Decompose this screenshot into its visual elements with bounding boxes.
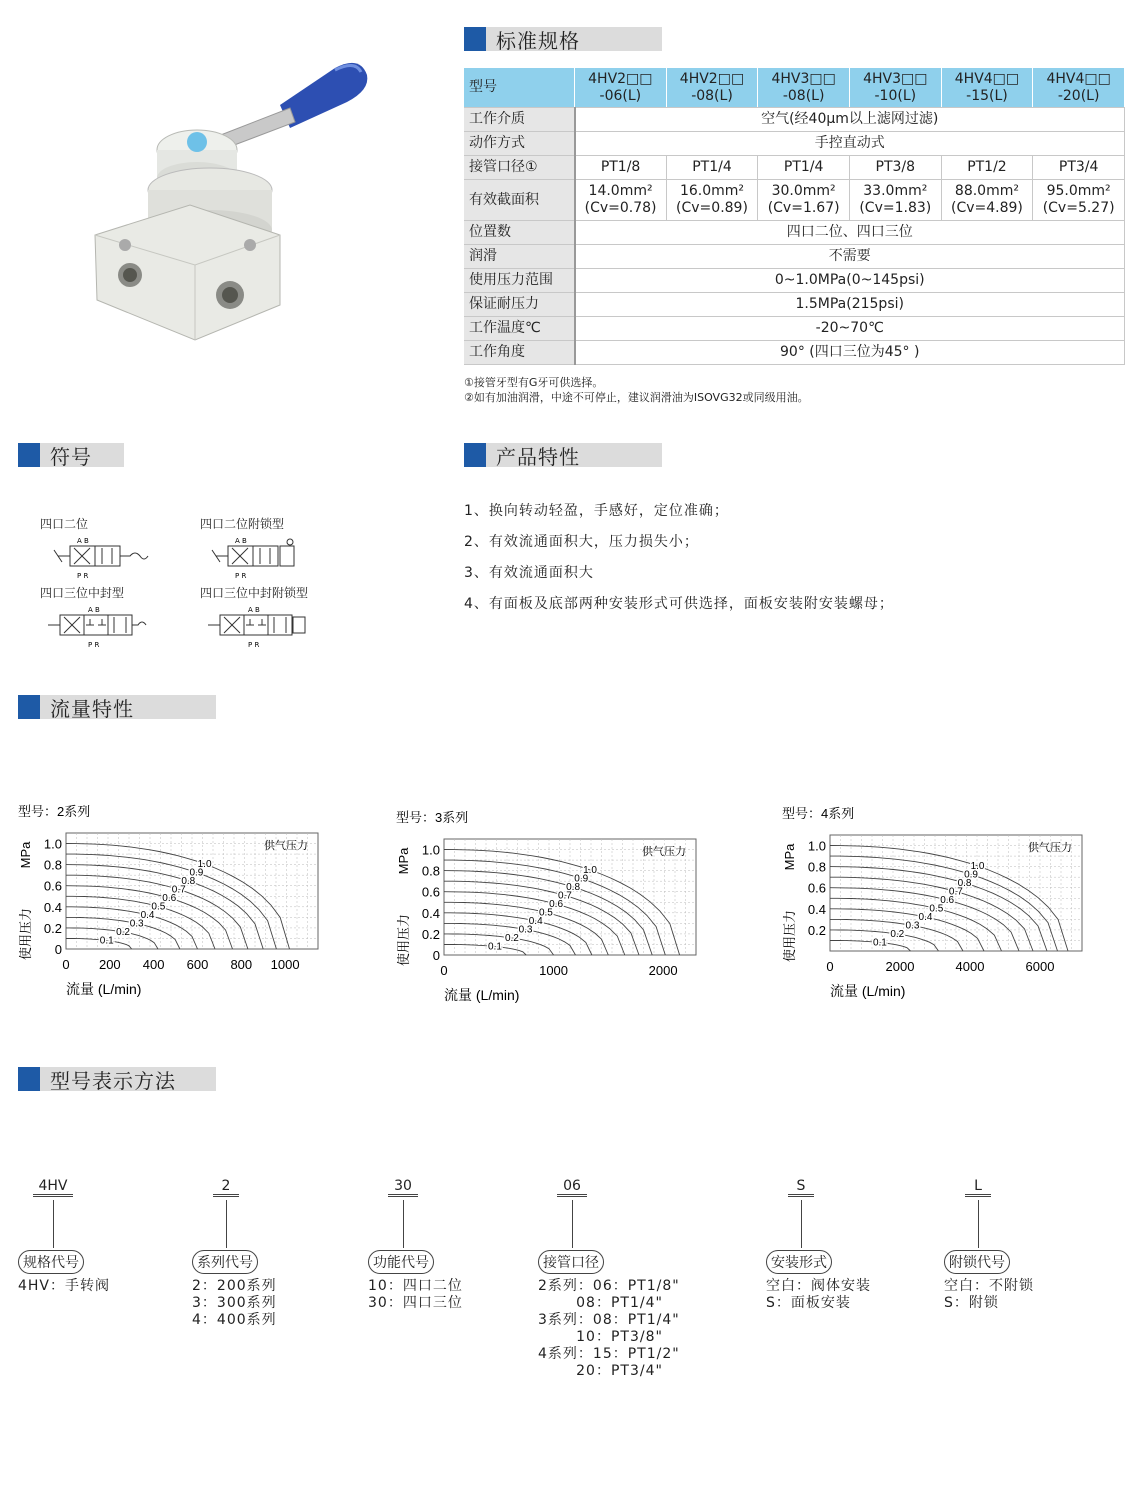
row-label: 有效截面积 <box>464 180 575 221</box>
symbol-4port-3pos <box>40 584 150 654</box>
code-value: 4HV <box>33 1178 73 1197</box>
row-label: 保证耐压力 <box>464 293 575 317</box>
y-tick-label: 0.8 <box>421 863 440 879</box>
code-value: 30 <box>388 1178 418 1197</box>
x-tick-label: 2000 <box>885 959 915 974</box>
section-header-flow <box>18 694 216 720</box>
list-item: 4、有面板及底部两种安装形式可供选择，面板安装附安装螺母； <box>464 596 894 612</box>
y-tick-label: 0.2 <box>807 922 826 938</box>
series-label: 0.6 <box>549 898 564 910</box>
row-value: 空气(经40μm以上滤网过滤) <box>575 108 1125 132</box>
chart-title: 型号：4系列 <box>782 806 855 821</box>
svg-text:A B: A B <box>77 537 89 545</box>
y-tick-label: 0.4 <box>43 899 62 915</box>
chart-title: 型号：3系列 <box>396 810 469 825</box>
symbol-4port-2pos <box>40 515 150 585</box>
valve-symbol-icon <box>200 534 310 582</box>
y-tick-label: 0.2 <box>421 926 440 942</box>
flow-chart-3-series <box>392 806 722 1011</box>
row-value: 95.0mm² (Cv=5.27) <box>1033 180 1125 221</box>
list-item: 3、有效流通面积大 <box>464 565 594 581</box>
chart-title: 型号：2系列 <box>18 804 91 819</box>
row-value: -20~70℃ <box>575 317 1125 341</box>
table-row <box>464 221 1125 245</box>
note: ①接管牙型有G牙可供选择。 <box>464 376 604 389</box>
row-value: 14.0mm² (Cv=0.78) <box>575 180 667 221</box>
list-item: 2、有效流通面积大，压力损失小； <box>464 534 699 550</box>
series-label: 0.2 <box>890 928 905 940</box>
series-label: 0.5 <box>929 903 944 915</box>
y-tick-label: 0.8 <box>43 857 62 873</box>
model-cell: 4HV3□□ -08(L) <box>758 68 850 108</box>
y-tick-label: 0.6 <box>43 878 62 894</box>
row-value: 16.0mm² (Cv=0.89) <box>666 180 758 221</box>
code-label: 安装形式 <box>766 1250 832 1274</box>
flow-chart-4-series <box>778 802 1108 1007</box>
code-label: 附锁代号 <box>944 1250 1010 1274</box>
series-label: 0.3 <box>518 924 533 936</box>
row-label: 润滑 <box>464 245 575 269</box>
row-value: 88.0mm² (Cv=4.89) <box>941 180 1033 221</box>
legend-title: 供气压力 <box>642 846 686 858</box>
code-value: 06 <box>557 1178 587 1197</box>
feature-list <box>464 496 894 620</box>
table-header-label: 型号 <box>464 68 575 108</box>
series-label: 1.0 <box>197 858 212 870</box>
series-label: 1.0 <box>583 864 598 876</box>
product-photo <box>85 50 385 350</box>
row-label: 使用压力范围 <box>464 269 575 293</box>
series-label: 0.3 <box>905 920 920 932</box>
series-label: 0.5 <box>151 901 166 913</box>
table-row <box>464 317 1125 341</box>
y-axis-label: 使用压力 <box>782 909 797 963</box>
section-title: 型号表示方法 <box>40 1067 216 1091</box>
section-title: 流量特性 <box>40 695 216 719</box>
row-label: 工作介质 <box>464 108 575 132</box>
x-tick-label: 400 <box>142 957 165 972</box>
legend-title: 供气压力 <box>1028 842 1072 854</box>
section-header-symbol <box>18 442 124 468</box>
series-label: 0.6 <box>162 892 177 904</box>
legend-title: 供气压力 <box>264 840 308 852</box>
y-tick-label: 1.0 <box>43 836 62 852</box>
series-label: 0.3 <box>129 918 144 930</box>
y-tick-label: 1.0 <box>807 838 826 854</box>
x-tick-label: 1000 <box>539 963 569 978</box>
series-label: 0.6 <box>940 894 955 906</box>
section-header-features <box>464 442 662 468</box>
series-label: 0.1 <box>872 937 887 949</box>
x-tick-label: 0 <box>440 963 448 978</box>
y-unit: MPa <box>18 841 33 869</box>
series-label: 0.2 <box>504 932 519 944</box>
y-tick-label: 0.4 <box>807 901 826 917</box>
model-code-diagram <box>0 1170 1140 1400</box>
svg-text:P R: P R <box>77 572 89 580</box>
series-label: 0.4 <box>528 915 543 927</box>
valve-symbol-icon <box>40 603 150 651</box>
series-label: 0.5 <box>538 907 553 919</box>
code-desc: 空白：阀体安装 S：面板安装 <box>766 1278 871 1311</box>
x-tick-label: 6000 <box>1025 959 1055 974</box>
model-cell: 4HV4□□ -15(L) <box>941 68 1033 108</box>
table-row <box>464 269 1125 293</box>
x-tick-label: 800 <box>230 957 253 972</box>
series-label: 0.9 <box>574 873 589 885</box>
x-axis-label: 流量 (L/min) <box>66 981 142 997</box>
symbol-title: 四口二位 <box>40 517 89 531</box>
x-tick-label: 200 <box>98 957 121 972</box>
y-axis-label: 使用压力 <box>18 907 33 961</box>
code-desc: 2系列：06：PT1/8" 08：PT1/4" 3系列：08：PT1/4" 10：PT3/8" 4系列：15：PT1/2" 20：PT3/4" <box>538 1278 680 1379</box>
section-header-model <box>18 1066 216 1092</box>
row-value: 四口二位、四口三位 <box>575 221 1125 245</box>
x-tick-label: 0 <box>62 957 70 972</box>
table-row <box>464 108 1125 132</box>
y-axis-label: 使用压力 <box>396 913 411 967</box>
row-value: 不需要 <box>575 245 1125 269</box>
y-tick-label: 0.4 <box>421 905 440 921</box>
code-label: 功能代号 <box>368 1250 434 1274</box>
table-row <box>464 245 1125 269</box>
row-value: PT1/4 <box>666 156 758 180</box>
row-value: 手控直动式 <box>575 132 1125 156</box>
symbol-title: 四口三位中封附锁型 <box>200 586 309 600</box>
table-row <box>464 180 1125 221</box>
table-row <box>464 341 1125 365</box>
y-tick-label: 0.8 <box>807 859 826 875</box>
series-label: 0.7 <box>171 884 186 896</box>
code-desc: 10：四口二位 30：四口三位 <box>368 1278 463 1311</box>
y-unit: MPa <box>396 847 411 875</box>
row-label: 动作方式 <box>464 132 575 156</box>
code-value: L <box>965 1178 991 1197</box>
x-tick-label: 600 <box>186 957 209 972</box>
model-cell: 4HV2□□ -06(L) <box>575 68 667 108</box>
y-tick-label: 1.0 <box>421 842 440 858</box>
x-tick-label: 2000 <box>648 963 678 978</box>
table-notes <box>464 375 809 405</box>
row-value: 33.0mm² (Cv=1.83) <box>849 180 941 221</box>
table-row <box>464 132 1125 156</box>
section-title: 标准规格 <box>486 27 662 51</box>
table-row <box>464 156 1125 180</box>
series-line <box>444 945 526 956</box>
row-value: 0~1.0MPa(0~145psi) <box>575 269 1125 293</box>
series-label: 0.8 <box>957 877 972 889</box>
row-value: 30.0mm² (Cv=1.67) <box>758 180 850 221</box>
code-label: 规格代号 <box>18 1250 84 1274</box>
table-header-row <box>464 68 1125 108</box>
code-value: 2 <box>213 1178 239 1197</box>
section-title: 符号 <box>40 443 124 467</box>
row-value: 90° (四口三位为45° ) <box>575 341 1125 365</box>
svg-text:P R: P R <box>248 641 260 649</box>
row-value: PT1/2 <box>941 156 1033 180</box>
row-value: PT3/4 <box>1033 156 1125 180</box>
svg-text:A B: A B <box>88 606 100 614</box>
symbol-title: 四口三位中封型 <box>40 586 125 600</box>
series-label: 0.9 <box>189 867 204 879</box>
code-desc: 2：200系列 3：300系列 4：400系列 <box>192 1278 277 1328</box>
row-value: PT1/8 <box>575 156 667 180</box>
series-label: 0.9 <box>964 869 979 881</box>
model-cell: 4HV3□□ -10(L) <box>849 68 941 108</box>
series-label: 0.1 <box>487 941 502 953</box>
table-row <box>464 293 1125 317</box>
symbol-title: 四口二位附锁型 <box>200 517 285 531</box>
row-value: PT1/4 <box>758 156 850 180</box>
code-desc: 4HV：手转阀 <box>18 1278 111 1294</box>
flow-chart-2-series <box>14 800 344 1005</box>
valve-symbol-icon <box>40 534 150 582</box>
symbol-4port-2pos-lock <box>200 515 310 585</box>
series-label: 0.1 <box>99 935 114 947</box>
y-tick-label: 0.2 <box>43 920 62 936</box>
x-tick-label: 1000 <box>270 957 300 972</box>
x-axis-label: 流量 (L/min) <box>830 983 906 999</box>
code-label: 系列代号 <box>192 1250 258 1274</box>
row-label: 工作角度 <box>464 341 575 365</box>
series-label: 1.0 <box>970 860 985 872</box>
row-label: 接管口径① <box>464 156 575 180</box>
y-unit: MPa <box>782 843 797 871</box>
series-label: 0.7 <box>948 886 963 898</box>
spec-table <box>464 68 1125 365</box>
symbol-4port-3pos-lock <box>200 584 310 654</box>
series-label: 0.7 <box>557 890 572 902</box>
row-label: 工作温度℃ <box>464 317 575 341</box>
row-value: PT3/8 <box>849 156 941 180</box>
code-value: S <box>788 1178 814 1197</box>
section-header-spec <box>464 26 662 52</box>
note: ②如有加油润滑，中途不可停止，建议润滑油为ISOVG32或同级用油。 <box>464 391 809 404</box>
x-tick-label: 4000 <box>955 959 985 974</box>
y-tick-label: 0.6 <box>807 880 826 896</box>
model-cell: 4HV4□□ -20(L) <box>1033 68 1125 108</box>
x-tick-label: 0 <box>826 959 834 974</box>
series-label: 0.8 <box>566 881 581 893</box>
row-value: 1.5MPa(215psi) <box>575 293 1125 317</box>
section-title: 产品特性 <box>486 443 662 467</box>
series-label: 0.4 <box>918 911 933 923</box>
list-item: 1、换向转动轻盈，手感好，定位准确； <box>464 503 729 519</box>
y-tick-label: 0 <box>54 942 62 957</box>
svg-text:A B: A B <box>235 537 247 545</box>
series-line <box>830 941 911 952</box>
valve-symbol-icon <box>200 603 310 651</box>
x-axis-label: 流量 (L/min) <box>444 987 520 1003</box>
y-tick-label: 0.6 <box>421 884 440 900</box>
svg-text:A B: A B <box>248 606 260 614</box>
series-label: 0.2 <box>116 926 131 938</box>
code-desc: 空白：不附锁 S：附锁 <box>944 1278 1034 1311</box>
svg-text:P R: P R <box>88 641 100 649</box>
model-cell: 4HV2□□ -08(L) <box>666 68 758 108</box>
y-tick-label: 0 <box>432 948 440 963</box>
svg-text:P R: P R <box>235 572 247 580</box>
row-label: 位置数 <box>464 221 575 245</box>
series-label: 0.8 <box>181 875 196 887</box>
code-label: 接管口径 <box>538 1250 604 1274</box>
series-label: 0.4 <box>140 909 155 921</box>
